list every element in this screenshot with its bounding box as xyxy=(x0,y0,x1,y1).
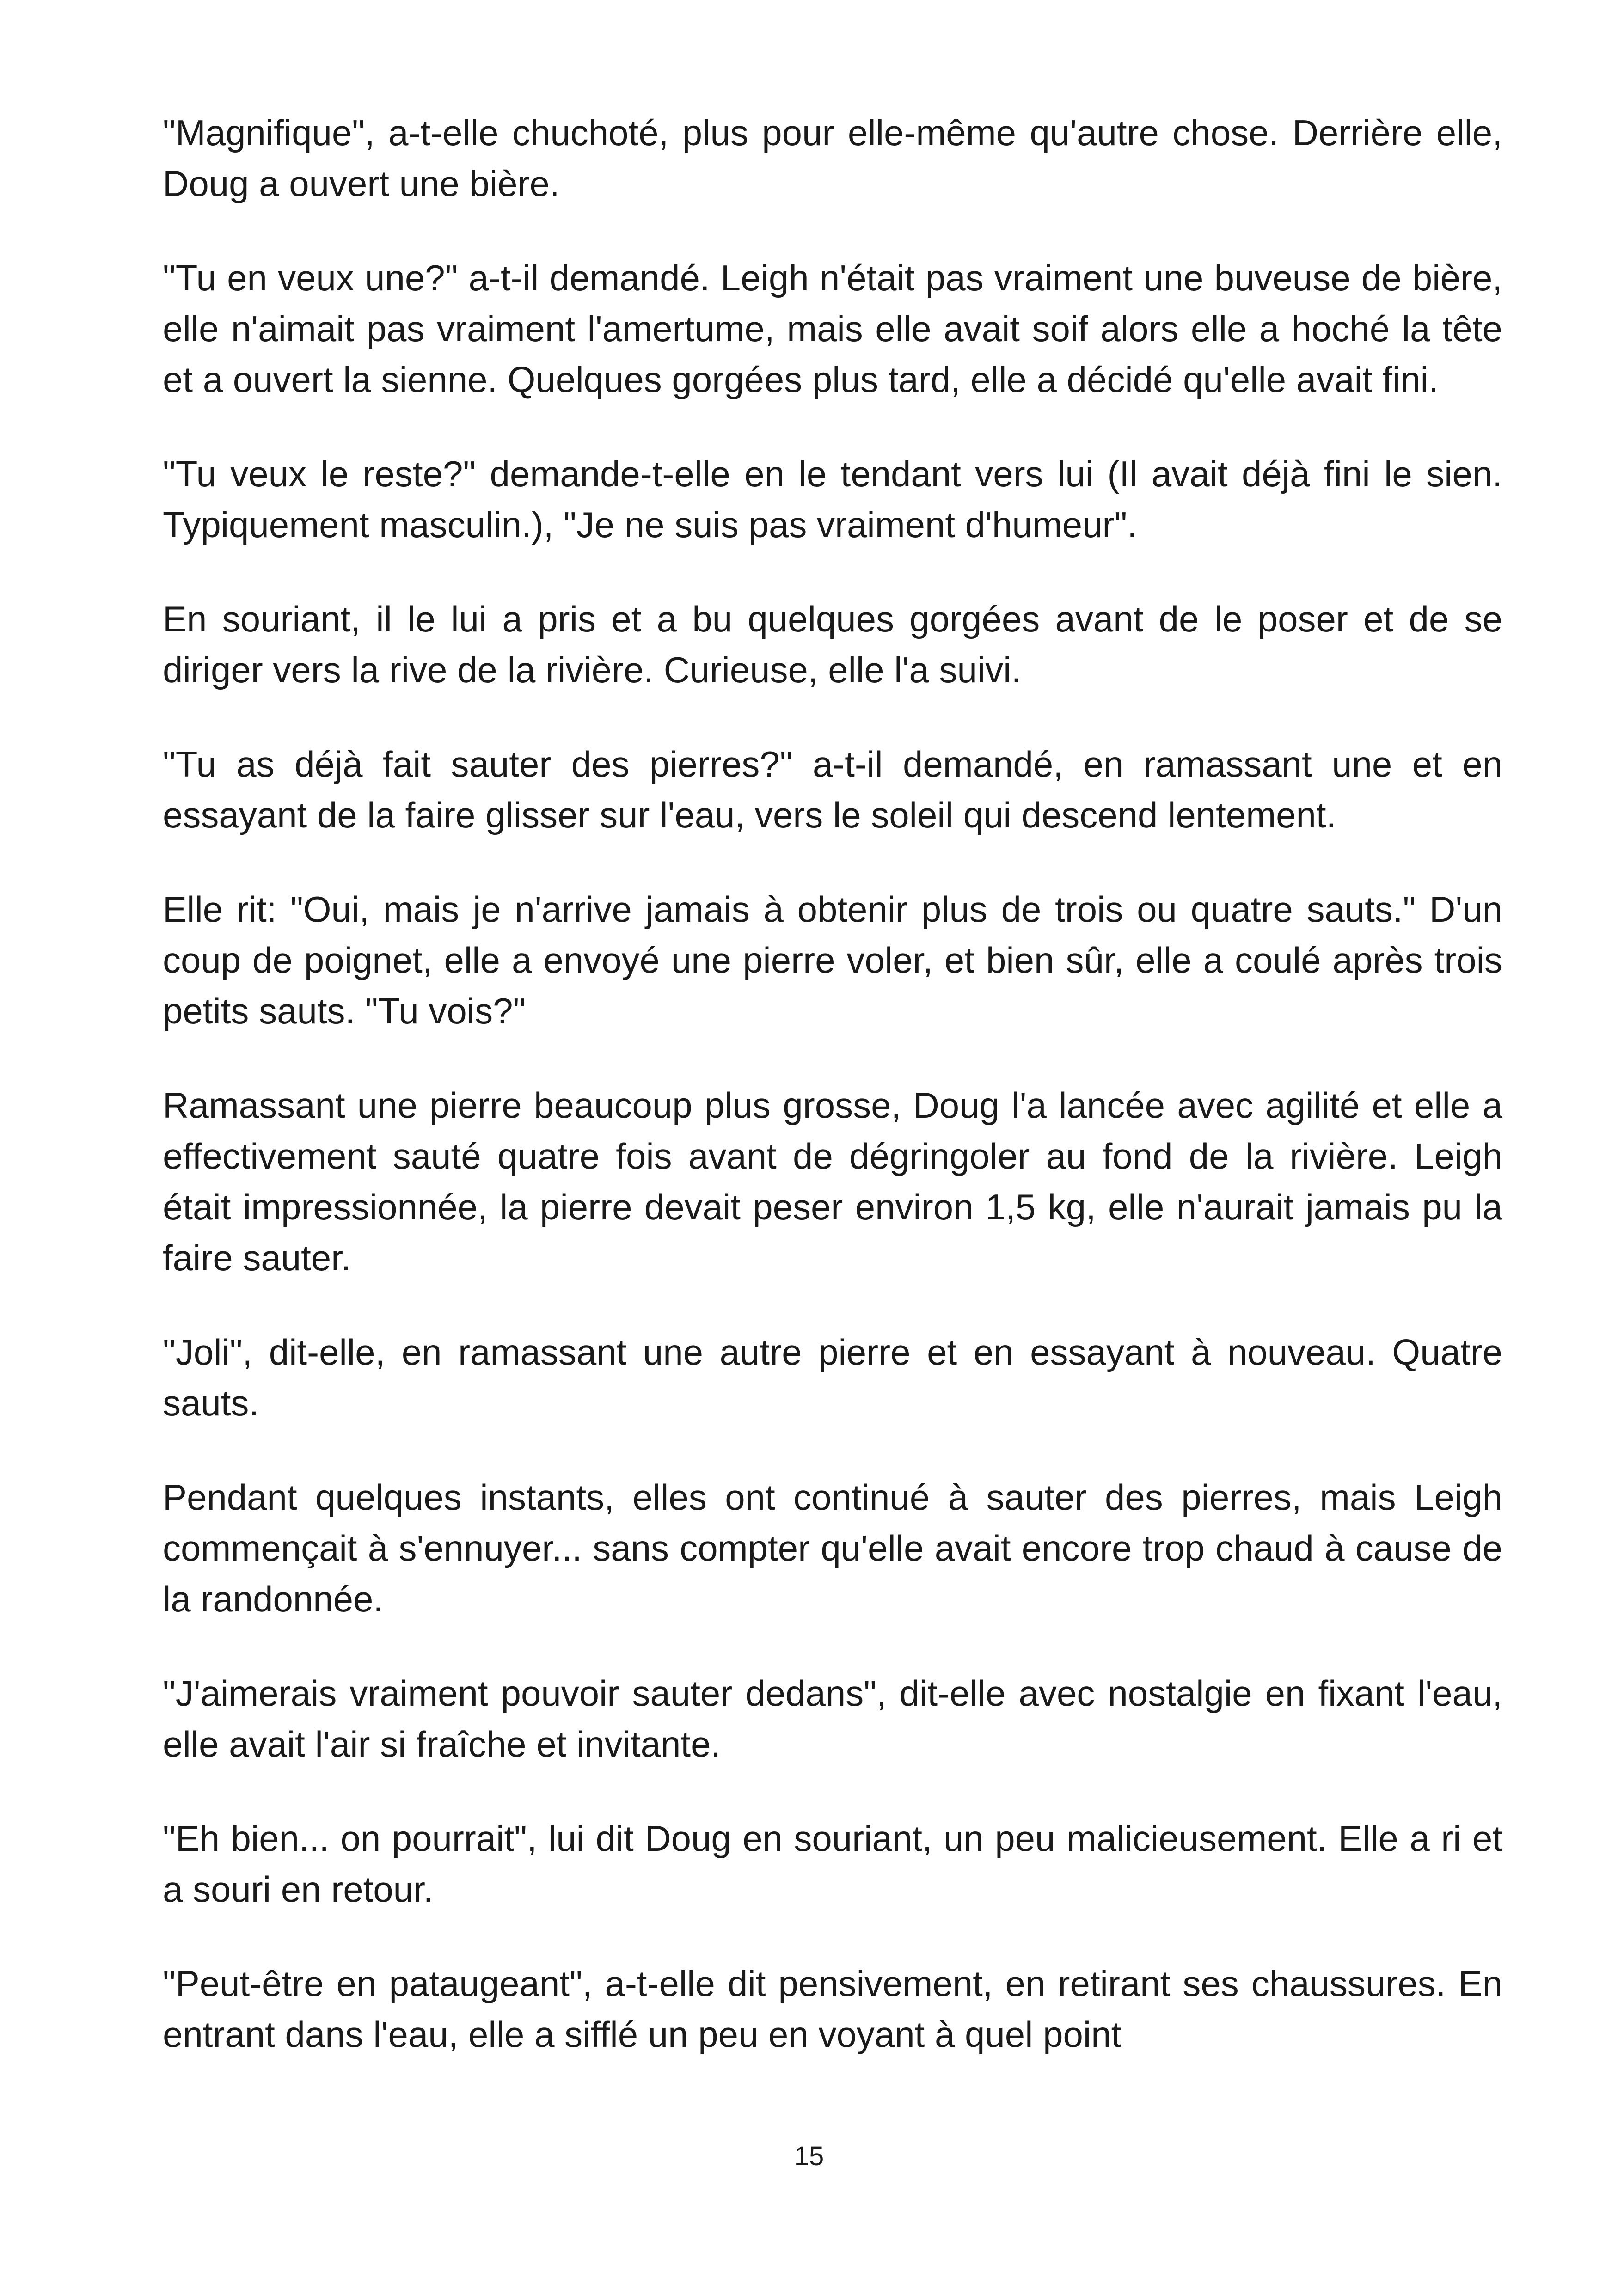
page-number: 15 xyxy=(794,2141,824,2171)
paragraph-1: "Magnifique", a-t-elle chuchoté, plus pour elle-même qu'autre chose. Derrière elle, Doug a ouvert une bière. xyxy=(163,112,1502,204)
paragraph-4: En souriant, il le lui a pris et a bu quelques gorgées avant de le poser et de se diriger vers la rive de la rivière. Curieuse, elle l'a suivi. xyxy=(163,599,1502,690)
paragraph-2: "Tu en veux une?" a-t-il demandé. Leigh n'était pas vraiment une buveuse de bière, elle n'aimait pas vraiment l'amertume, mais elle avait soif alors elle a hoché la tête et a ouvert la sienne. Quelques gorgées plus tard, elle a décidé qu'elle avait fini. xyxy=(163,257,1502,400)
paragraph-11: "Eh bien... on pourrait", lui dit Doug en souriant, un peu malicieusement. Elle a ri et a souri en retour. xyxy=(163,1818,1502,1910)
body-text xyxy=(163,107,1502,2060)
paragraph-12: "Peut-être en pataugeant", a-t-elle dit pensivement, en retirant ses chaussures. En entrant dans l'eau, elle a sifflé un peu en voyant à quel point xyxy=(163,1963,1502,2055)
paragraph-8: "Joli", dit-elle, en ramassant une autre pierre et en essayant à nouveau. Quatre sauts. xyxy=(163,1332,1502,1423)
paragraph-7: Ramassant une pierre beaucoup plus grosse, Doug l'a lancée avec agilité et elle a effectivement sauté quatre fois avant de dégringoler au fond de la rivière. Leigh était impressionnée, la pierre devait peser environ 1,5 kg, elle n'aurait jamais pu la faire sauter. xyxy=(163,1085,1502,1278)
paragraph-9: Pendant quelques instants, elles ont continué à sauter des pierres, mais Leigh commençait à s'ennuyer... sans compter qu'elle avait encore trop chaud à cause de la randonnée. xyxy=(163,1477,1502,1619)
paragraph-10: "J'aimerais vraiment pouvoir sauter dedans", dit-elle avec nostalgie en fixant l'eau, elle avait l'air si fraîche et invitante. xyxy=(163,1673,1502,1764)
paragraph-3: "Tu veux le reste?" demande-t-elle en le tendant vers lui (Il avait déjà fini le sien. Typiquement masculin.), "Je ne suis pas vraiment d'humeur". xyxy=(163,453,1502,545)
paragraph-6: Elle rit: "Oui, mais je n'arrive jamais à obtenir plus de trois ou quatre sauts." D'un coup de poignet, elle a envoyé une pierre voler, et bien sûr, elle a coulé après trois petits sauts. "Tu vois?" xyxy=(163,889,1502,1031)
paragraph-5: "Tu as déjà fait sauter des pierres?" a-t-il demandé, en ramassant une et en essayant de la faire glisser sur l'eau, vers le soleil qui descend lentement. xyxy=(163,744,1502,835)
